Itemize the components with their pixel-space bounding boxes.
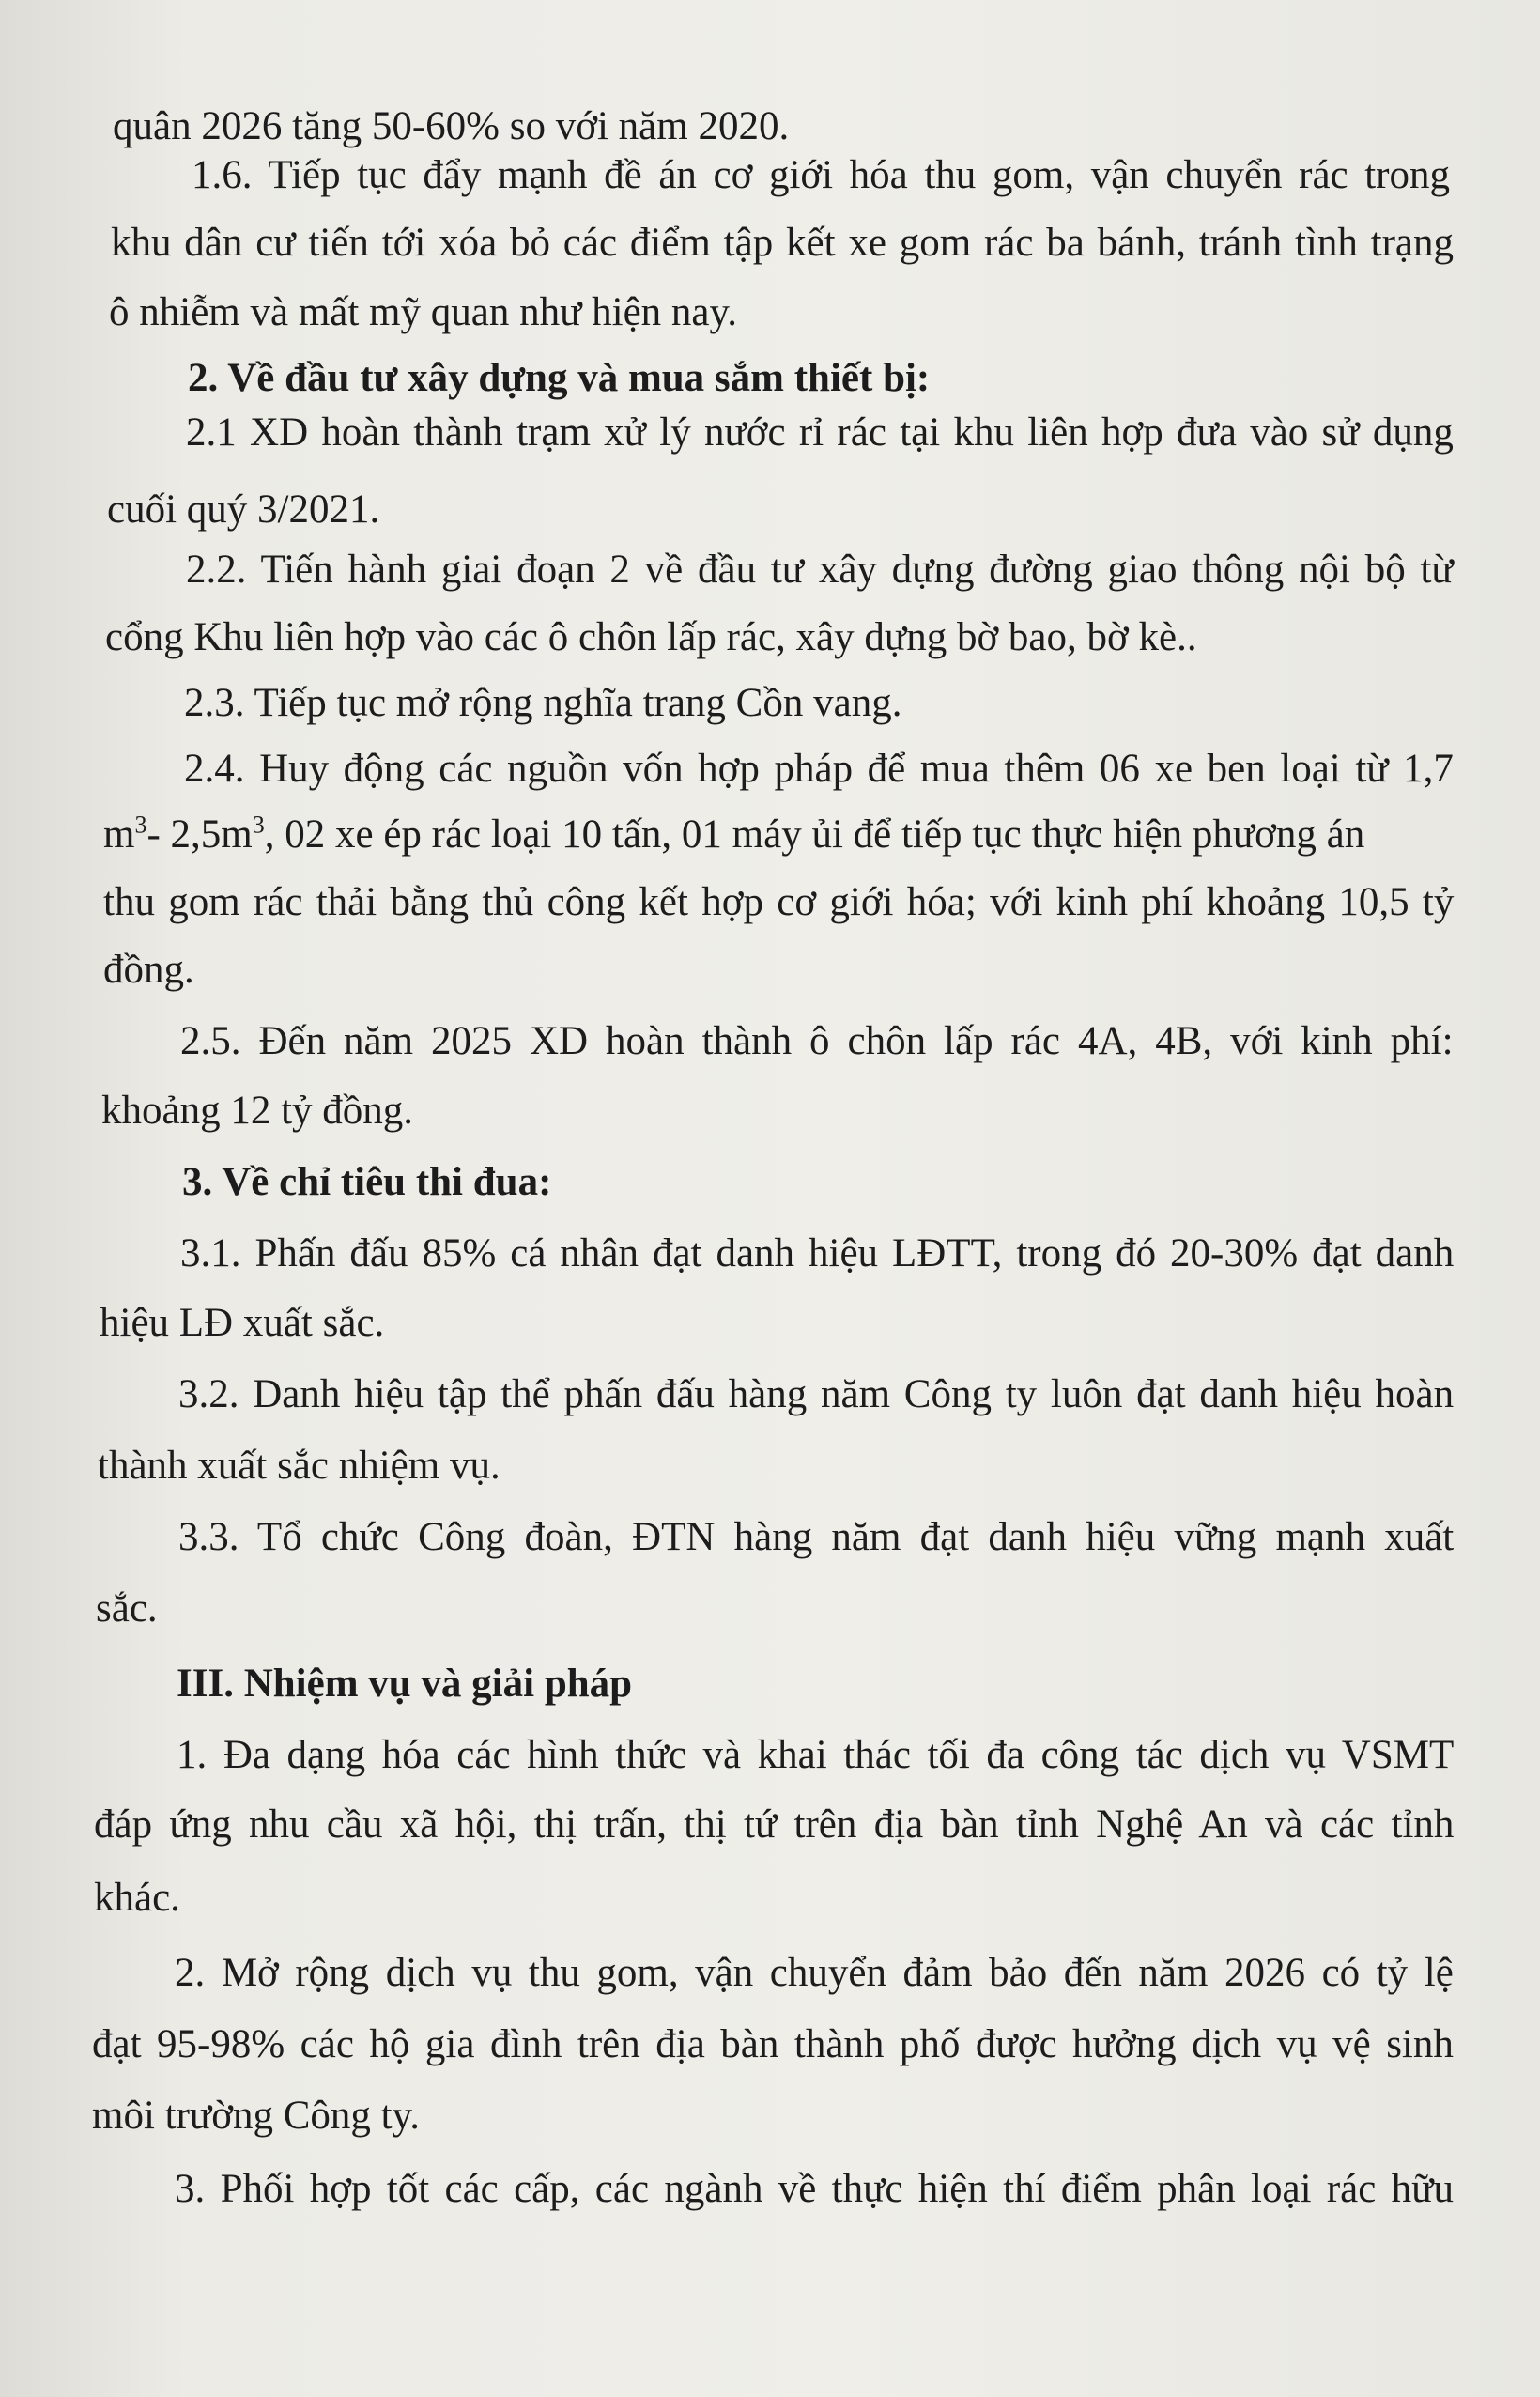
text-line: hiệu LĐ xuất sắc. [100, 1301, 385, 1345]
text-line: cổng Khu liên hợp vào các ô chôn lấp rác, xây dựng bờ bao, bờ kè.. [105, 615, 1197, 659]
superscript: 3 [252, 811, 265, 839]
text-line: 2. Mở rộng dịch vụ thu gom, vận chuyển đảm bảo đến năm 2026 có tỷ lệ [175, 1951, 1454, 1995]
text-line: đồng. [103, 948, 194, 992]
text-line: 2.2. Tiến hành giai đoạn 2 về đầu tư xây dựng đường giao thông nội bộ từ [186, 548, 1454, 592]
text-line: 2.4. Huy động các nguồn vốn hợp pháp để mua thêm 06 xe ben loại từ 1,7 [184, 747, 1454, 791]
section-heading: III. Nhiệm vụ và giải pháp [177, 1662, 633, 1706]
text-line [103, 800, 1364, 870]
superscript: 3 [134, 811, 147, 839]
text-line: đáp ứng nhu cầu xã hội, thị trấn, thị tứ trên địa bàn tỉnh Nghệ An và các tỉnh [94, 1802, 1455, 1847]
text-line: cuối quý 3/2021. [107, 487, 380, 532]
text-line: 3.2. Danh hiệu tập thể phấn đấu hàng năm Công ty luôn đạt danh hiệu hoàn [178, 1372, 1455, 1416]
text-line: 2.1 XD hoàn thành trạm xử lý nước rỉ rác tại khu liên hợp đưa vào sử dụng [186, 410, 1454, 455]
text-line: 3.3. Tổ chức Công đoàn, ĐTN hàng năm đạt danh hiệu vững mạnh xuất [178, 1515, 1455, 1559]
text-line: 2.3. Tiếp tục mở rộng nghĩa trang Cồn vang. [184, 681, 902, 725]
text-line: khu dân cư tiến tới xóa bỏ các điểm tập kết xe gom rác ba bánh, tránh tình trạng [111, 221, 1455, 265]
text-line: 2.5. Đến năm 2025 XD hoàn thành ô chôn lấp rác 4A, 4B, với kinh phí: [180, 1019, 1454, 1063]
text-line: 1.6. Tiếp tục đẩy mạnh đề án cơ giới hóa thu gom, vận chuyển rác trong [192, 153, 1450, 197]
text-line: môi trường Công ty. [92, 2094, 421, 2138]
text-line: 3. Phối hợp tốt các cấp, các ngành về thực hiện thí điểm phân loại rác hữu [175, 2167, 1454, 2211]
section-heading: 3. Về chỉ tiêu thi đua: [182, 1160, 552, 1204]
text-line: 1. Đa dạng hóa các hình thức và khai thác tối đa công tác dịch vụ VSMT [177, 1733, 1455, 1777]
text-line: khác. [94, 1876, 180, 1920]
text-line: 3.1. Phấn đấu 85% cá nhân đạt danh hiệu LĐTT, trong đó 20-30% đạt danh [180, 1231, 1455, 1276]
text-line: ô nhiễm và mất mỹ quan như hiện nay. [109, 290, 737, 334]
text-fragment: - 2,5m [146, 812, 253, 857]
section-heading: 2. Về đầu tư xây dựng và mua sắm thiết bị: [188, 356, 931, 400]
text-fragment: m [103, 812, 135, 857]
text-line: thu gom rác thải bằng thủ công kết hợp cơ giới hóa; với kinh phí khoảng 10,5 tỷ [103, 880, 1455, 924]
text-line: sắc. [96, 1586, 158, 1631]
text-line: quân 2026 tăng 50-60% so với năm 2020. [113, 104, 790, 148]
text-line: đạt 95-98% các hộ gia đình trên địa bàn thành phố được hưởng dịch vụ vệ sinh [92, 2022, 1454, 2066]
text-fragment: , 02 xe ép rác loại 10 tấn, 01 máy ủi để tiếp tục thực hiện phương án [264, 812, 1365, 857]
text-line: khoảng 12 tỷ đồng. [101, 1089, 414, 1133]
text-line: thành xuất sắc nhiệm vụ. [98, 1444, 500, 1488]
